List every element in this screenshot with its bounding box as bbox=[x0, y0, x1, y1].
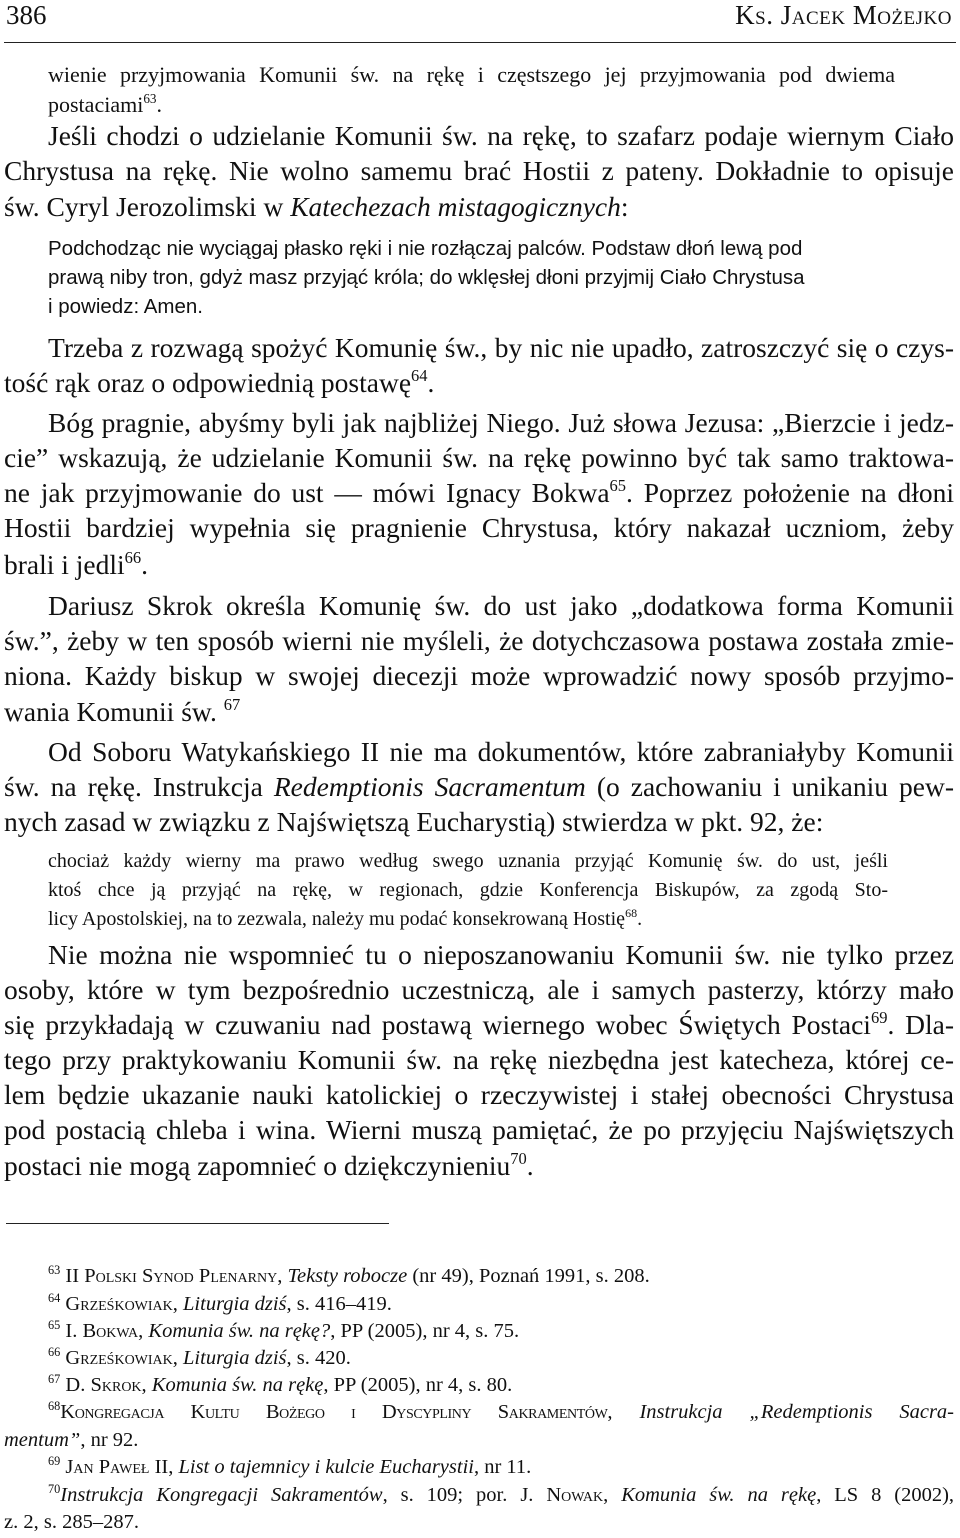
running-header bbox=[6, 0, 952, 40]
text-line: ktoś chce ją przyjąć na rękę, w regionach, gdzie Konferencja Biskupów, za zgodą Sto- bbox=[48, 879, 888, 901]
text-line: postaciami$^{63}$. bbox=[48, 91, 162, 117]
text-line: prawą niby tron, gdyż masz przyjąć króla; do wklęsłej dłoni przyjmij Ciało Chrystusa bbox=[48, 266, 805, 289]
text-line: się przykładają w czuwaniu nad postawą wiernego wobec Świętych Postaci$^{69}$. Dla- bbox=[4, 1008, 954, 1040]
text-line: lem będzie ukazanie nauki katolickiej o rzeczywistej i stałej obecności Chrystusa bbox=[4, 1079, 954, 1110]
text-line: postaci nie mogą zapomnieć o dziękczynieniu$^{70}$. bbox=[4, 1149, 534, 1181]
footnote-ref[interactable]: 68 bbox=[625, 906, 638, 921]
text-line: licy Apostolskiej, na to zezwala, należy mu podać konsekrowaną Hostię$^{68}$. bbox=[48, 906, 643, 930]
footnote-number: 70 bbox=[48, 1482, 61, 1497]
footnote-number: 64 bbox=[48, 1291, 61, 1306]
footnote-ref[interactable]: 65 bbox=[609, 476, 627, 496]
text-line: nych zasad w związku z Najświętszą Eucharystią) stwierdza w pkt. 92, że: bbox=[4, 806, 824, 837]
footnote-ref[interactable]: 69 bbox=[870, 1008, 888, 1028]
footnote-70-cont: z. 2, s. 285–287. bbox=[4, 1511, 139, 1533]
footnote-63: $^{63}$ II Polski Synod Plenarny, Teksty robocze (nr 49), Poznań 1991, s. 208. bbox=[48, 1263, 650, 1287]
footnote-66: $^{66}$ Grześkowiak, Liturgia dziś, s. 420. bbox=[48, 1345, 351, 1369]
footnote-number: 68 bbox=[48, 1399, 61, 1414]
text-line: św. na rękę. Instrukcja Redemptionis Sacramentum (o zachowaniu i unikaniu pew- bbox=[4, 771, 954, 802]
footnote-number: 69 bbox=[48, 1454, 61, 1469]
footnote-ref[interactable]: 70 bbox=[510, 1149, 527, 1169]
text-line: Nie można nie wspomnieć tu o nieposzanowaniu Komunii św. nie tylko przez bbox=[48, 939, 954, 970]
text-line: św. Cyryl Jerozolimski w Katechezach mistagogicznych: bbox=[4, 191, 629, 222]
footnote-ref[interactable]: 63 bbox=[143, 91, 157, 107]
running-head-author: Ks. Jacek Możejko bbox=[735, 0, 952, 30]
text-line: ne jak przyjmowanie do ust — mówi Ignacy Bokwa$^{65}$. Poprzez położenie na dłoni bbox=[4, 476, 954, 508]
text-line: Chrystusa na rękę. Nie wolno samemu brać Hostii z pateny. Dokładnie to opisuje bbox=[4, 155, 954, 186]
text-line: niona. Każdy biskup w swojej diecezji może wprowadzić nowy sposób przyjmo- bbox=[4, 660, 954, 691]
page-number: 386 bbox=[6, 0, 47, 30]
footnote-65: $^{65}$ I. Bokwa, Komunia św. na rękę?, PP (2005), nr 4, s. 75. bbox=[48, 1318, 520, 1342]
footnote-67: $^{67}$ D. Skrok, Komunia św. na rękę, PP (2005), nr 4, s. 80. bbox=[48, 1372, 513, 1396]
text-line: Hostii bardziej wypełnia się pragnienie Chrystusa, który nakazał uczniom, żeby bbox=[4, 512, 954, 543]
text-line: wania Komunii św. $^{67}$ bbox=[4, 695, 241, 727]
footnote-69: $^{69}$ Jan Paweł II, List o tajemnicy i kulcie Eucharystii, nr 11. bbox=[48, 1454, 532, 1478]
footnote-70: $^{70}$Instrukcja Kongregacji Sakramentów, s. 109; por. J. Nowak, Komunia św. na rękę, LS 8 (2002), bbox=[48, 1482, 955, 1506]
footnote-number: 65 bbox=[48, 1318, 61, 1333]
footnote-number: 67 bbox=[48, 1372, 61, 1387]
text-line: tego przy praktykowaniu Komunii św. na rękę niezbędna jest katecheza, której ce- bbox=[4, 1044, 954, 1075]
text-line: Bóg pragnie, abyśmy byli jak najbliżej Niego. Już słowa Jezusa: „Bierzcie i jedz- bbox=[48, 407, 954, 438]
footnote-ref[interactable]: 64 bbox=[411, 366, 428, 386]
header-rule bbox=[4, 42, 956, 43]
text-line: Od Soboru Watykańskiego II nie ma dokumentów, które zabraniałyby Komunii bbox=[48, 736, 954, 767]
footnote-64: $^{64}$ Grześkowiak, Liturgia dziś, s. 416–419. bbox=[48, 1291, 392, 1315]
footnote-rule bbox=[6, 1223, 389, 1224]
text-line: pod postacią chleba i wina. Wierni muszą pamiętać, że po przyjęciu Najświętszych bbox=[4, 1114, 954, 1145]
text-line: chociaż każdy wierny ma prawo według swego uznania przyjąć Komunię św. do ust, jeśli bbox=[48, 850, 888, 872]
footnote-number: 66 bbox=[48, 1345, 61, 1360]
text-line: Trzeba z rozwagą spożyć Komunię św., by nic nie upadło, zatroszczyć się o czys- bbox=[48, 332, 954, 363]
text-line: osoby, które w tym bezpośrednio uczestniczą, ale i samych pasterzy, którzy mało bbox=[4, 974, 954, 1005]
text-line: cie” wskazują, że udzielanie Komunii św. na rękę powinno być tak samo traktowa- bbox=[4, 442, 954, 473]
text-line: Jeśli chodzi o udzielanie Komunii św. na rękę, to szafarz podaje wiernym Ciało bbox=[48, 120, 954, 151]
text-line: Podchodząc nie wyciągaj płasko ręki i nie rozłączaj palców. Podstaw dłoń lewą pod bbox=[48, 237, 803, 260]
text-line: Dariusz Skrok określa Komunię św. do ust jako „dodatkowa forma Komunii bbox=[48, 590, 954, 621]
footnote-68-cont: mentum”, nr 92. bbox=[4, 1429, 139, 1451]
footnote-number: 63 bbox=[48, 1263, 61, 1278]
text-line: tość rąk oraz o odpowiednią postawę$^{64}$. bbox=[4, 366, 435, 398]
footnote-ref[interactable]: 66 bbox=[124, 548, 142, 568]
text-line: i powiedz: Amen. bbox=[48, 295, 203, 318]
text-line: św.”, żeby w ten sposób wierni nie myśleli, że dotychczasowa postawa została zmie- bbox=[4, 625, 954, 656]
footnote-ref[interactable]: 67 bbox=[223, 695, 241, 715]
footnote-68: $^{68}$Kongregacja Kultu Bożego i Dyscypliny Sakramentów, Instrukcja „Redemptionis Sacra- bbox=[48, 1399, 955, 1423]
text-line: wienie przyjmowania Komunii św. na rękę i częstszego jej przyjmowania pod dwiema bbox=[48, 62, 895, 87]
text-line: brali i jedli$^{66}$. bbox=[4, 548, 149, 580]
